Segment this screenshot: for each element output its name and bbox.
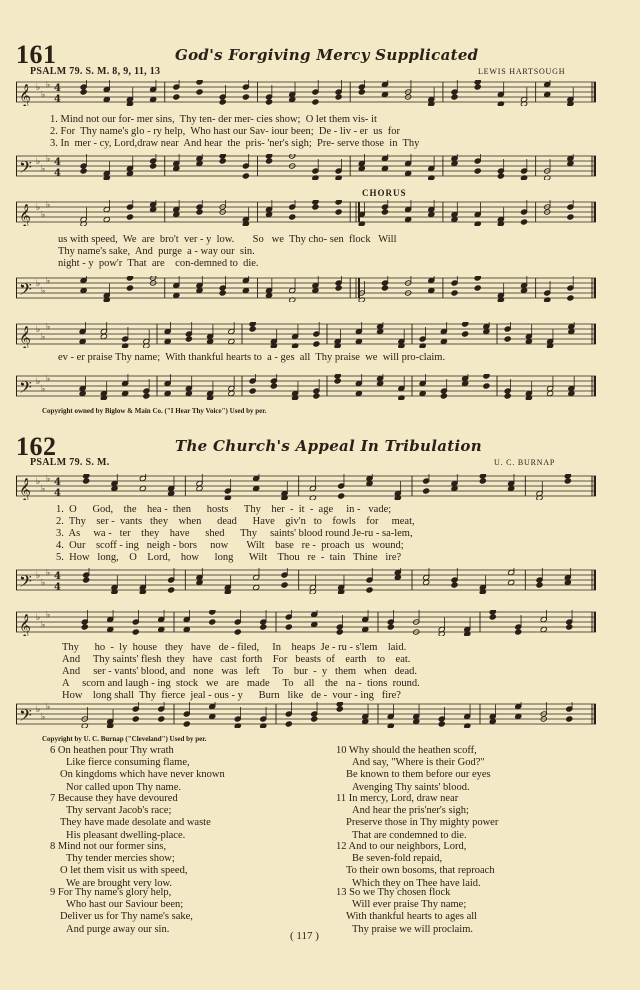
svg-text:𝄞: 𝄞 <box>19 613 31 636</box>
svg-text:𝄞: 𝄞 <box>19 203 31 226</box>
copyright-notice: Copyright by U. C. Burnap ("Cleveland") Used by per. <box>42 735 207 743</box>
stanza-line: 6 On heathen pour Thy wrath <box>50 745 174 756</box>
stanza-line: And purge away our sin. <box>66 923 170 935</box>
lyric-line: 3. In mer - cy, Lord,draw near And hear the pris- 'ner's sigh; Pre- serve those in Thy <box>50 138 420 149</box>
svg-text:𝄢: 𝄢 <box>19 279 32 302</box>
stanza-line: O let them visit us with speed, <box>60 865 188 877</box>
stanza-12 <box>336 841 495 890</box>
svg-text:♭: ♭ <box>36 477 41 487</box>
svg-text:♭: ♭ <box>36 377 41 387</box>
svg-text:♭: ♭ <box>41 164 46 175</box>
stanza-line: 7 Because they have devoured <box>50 793 178 804</box>
svg-text:♭: ♭ <box>41 332 46 343</box>
stanza-line: Avenging Thy saints' blood. <box>352 781 470 793</box>
stanza-line: Like fierce consuming flame, <box>66 757 190 769</box>
svg-text:♭: ♭ <box>41 90 46 101</box>
lyric-line: 2. For Thy name's glo - ry help, Who hast our Sav- iour been; De - liv - er us for <box>50 126 400 137</box>
svg-text:♭: ♭ <box>46 702 51 713</box>
stanza-line: Nor called upon Thy name. <box>66 781 181 793</box>
svg-text:4: 4 <box>54 94 61 105</box>
treble-staff <box>16 80 596 104</box>
lyric-line: Thy name's sake, And purge a - way our sin. <box>58 246 255 257</box>
stanza-line: 9 For Thy name's glory help, <box>50 887 172 898</box>
svg-text:♭: ♭ <box>46 610 51 621</box>
svg-text:4: 4 <box>54 571 61 582</box>
svg-text:♭: ♭ <box>46 276 51 287</box>
stanza-7 <box>50 793 211 842</box>
stanza-11 <box>336 793 498 842</box>
hymn-meter: PSALM 79. S. M. <box>30 457 110 468</box>
svg-text:4: 4 <box>54 582 61 593</box>
svg-text:♭: ♭ <box>36 571 41 581</box>
svg-text:𝄞: 𝄞 <box>19 477 31 500</box>
stanza-9 <box>50 887 193 936</box>
stanza-line: With thankful hearts to ages all <box>346 911 478 923</box>
stanza-6 <box>50 745 225 794</box>
copyright-notice: Copyright owned by Biglow & Main Co. ("I Hear Thy Voice") Used by per. <box>42 407 267 415</box>
lyric-line: And ser - vants' blood, and none was left To bur - y them when dead. <box>62 666 417 677</box>
stanza-line: Deliver us for Thy name's sake, <box>60 911 193 923</box>
svg-text:♭: ♭ <box>46 80 51 91</box>
treble-staff <box>16 322 596 346</box>
lyric-line: 4. Our scoff - ing neigh - bors now Wilt base re - proach us wound; <box>56 540 404 551</box>
chorus-label: CHORUS <box>362 188 407 198</box>
bass-staff <box>16 276 596 300</box>
stanza-line: On kingdoms which have never known <box>60 769 225 781</box>
stanza-13 <box>336 887 477 936</box>
stanza-line: Thy tender mercies show; <box>66 853 175 865</box>
lyric-line: 5. How long, O Lord, how long Wilt Thou re - tain Thine ire? <box>56 552 402 563</box>
treble-staff <box>16 610 596 634</box>
svg-text:4: 4 <box>54 477 61 488</box>
hymn-composer: LEWIS HARTSOUGH <box>478 67 566 76</box>
page-number: ( 117 ) <box>290 930 319 942</box>
stanza-line: 8 Mind not our former sins, <box>50 841 167 852</box>
hymn-number: 161 <box>16 40 57 69</box>
svg-text:𝄢: 𝄢 <box>19 157 32 180</box>
lyric-line: Thy ho - ly house they have de - filed, In heaps Je - ru - s'lem laid. <box>62 642 407 653</box>
svg-text:♭: ♭ <box>41 210 46 221</box>
lyric-line: 1. O God, the hea - then hosts Thy her - it - age in - vade; <box>56 504 392 515</box>
svg-text:♭: ♭ <box>36 613 41 623</box>
bass-staff <box>16 374 596 398</box>
lyric-line: A scorn and laugh - ing stock we are made To all the na - tions round. <box>62 678 420 689</box>
svg-text:♭: ♭ <box>41 484 46 495</box>
lyric-line: ev - er praise Thy name; With thankful hearts to a - ges all Thy praise we will pro-claim. <box>58 352 446 363</box>
stanza-line: His pleasant dwelling-place. <box>66 829 186 841</box>
svg-text:𝄢: 𝄢 <box>19 571 32 594</box>
treble-staff <box>16 200 596 224</box>
svg-text:♭: ♭ <box>41 712 46 723</box>
svg-text:♭: ♭ <box>46 374 51 385</box>
lyric-line: 2. Thy ser - vants they when dead Have giv'n to fowls for meat, <box>56 516 415 527</box>
hymn-number: 162 <box>16 432 57 461</box>
stanza-line: Will ever praise Thy name; <box>352 899 467 911</box>
svg-text:𝄢: 𝄢 <box>19 705 32 728</box>
svg-text:♭: ♭ <box>46 200 51 211</box>
svg-text:♭: ♭ <box>36 203 41 213</box>
svg-text:♭: ♭ <box>36 705 41 715</box>
svg-text:♭: ♭ <box>36 279 41 289</box>
stanza-line: Which they on Thee have laid. <box>352 877 481 889</box>
lyric-line: And Thy saints' flesh they have cast forth For beasts of earth to eat. <box>62 654 411 665</box>
stanza-line: We are brought very low. <box>66 877 173 889</box>
bass-staff <box>16 154 596 178</box>
stanza-line: And hear the pris'ner's sigh; <box>352 805 469 817</box>
stanza-line: Preserve those in Thy mighty power <box>346 817 499 829</box>
svg-text:♭: ♭ <box>41 578 46 589</box>
stanza-line: That are condemned to die. <box>352 829 467 841</box>
stanza-line: Be known to them before our eyes <box>346 769 491 781</box>
svg-text:♭: ♭ <box>41 384 46 395</box>
stanza-line: 10 Why should the heathen scoff, <box>336 745 477 756</box>
svg-text:♭: ♭ <box>41 620 46 631</box>
hymn-meter: PSALM 79. S. M. 8, 9, 11, 13 <box>30 66 161 77</box>
stanza-line: Thy praise we will proclaim. <box>352 923 474 935</box>
hymn-composer: U. C. BURNAP <box>494 458 556 467</box>
svg-text:♭: ♭ <box>46 568 51 579</box>
stanza-line: Be seven-fold repaid, <box>352 853 443 865</box>
stanza-10 <box>336 745 491 794</box>
stanza-line: They have made desolate and waste <box>60 817 211 829</box>
stanza-8 <box>50 841 187 890</box>
hymn-title: The Church's Appeal In Tribulation <box>175 437 482 455</box>
bass-staff <box>16 568 596 592</box>
svg-text:♭: ♭ <box>46 474 51 485</box>
svg-text:4: 4 <box>54 157 61 168</box>
stanza-line: 13 So we Thy chosen flock <box>336 887 451 898</box>
svg-text:𝄢: 𝄢 <box>19 377 32 400</box>
svg-text:♭: ♭ <box>36 83 41 93</box>
svg-text:4: 4 <box>54 168 61 179</box>
svg-text:4: 4 <box>54 488 61 499</box>
lyric-line: 3. As wa - ter they have shed Thy saints' blood round Je-ru - sa-lem, <box>56 528 413 539</box>
stanza-line: And say, "Where is their God?" <box>352 757 485 769</box>
bass-staff <box>16 702 596 726</box>
stanza-line: 12 And to our neighbors, Lord, <box>336 841 467 852</box>
hymn-title: God's Forgiving Mercy Supplicated <box>175 46 479 64</box>
lyric-line: 1. Mind not our for- mer sins, Thy ten- der mer- cies show; O let them vis- it <box>50 114 377 125</box>
stanza-line: 11 In mercy, Lord, draw near <box>336 793 459 804</box>
treble-staff <box>16 474 596 498</box>
svg-text:♭: ♭ <box>46 154 51 165</box>
svg-text:♭: ♭ <box>41 286 46 297</box>
svg-text:♭: ♭ <box>36 325 41 335</box>
lyric-line: us with speed, We are bro't ver - y low. So we Thy cho- sen flock Will <box>58 234 397 245</box>
lyric-line: night - y pow'r That are con-demned to die. <box>58 258 259 269</box>
stanza-line: Thy servant Jacob's race; <box>66 805 172 817</box>
svg-text:♭: ♭ <box>36 157 41 167</box>
svg-text:4: 4 <box>54 83 61 94</box>
stanza-line: Who hast our Saviour been; <box>66 899 184 911</box>
svg-text:♭: ♭ <box>46 322 51 333</box>
svg-text:𝄞: 𝄞 <box>19 83 31 106</box>
stanza-line: To their own bosoms, that reproach <box>346 865 495 877</box>
lyric-line: How long shall Thy fierce jeal - ous - y Burn like de - vour - ing fire? <box>62 690 401 701</box>
svg-text:𝄞: 𝄞 <box>19 325 31 348</box>
